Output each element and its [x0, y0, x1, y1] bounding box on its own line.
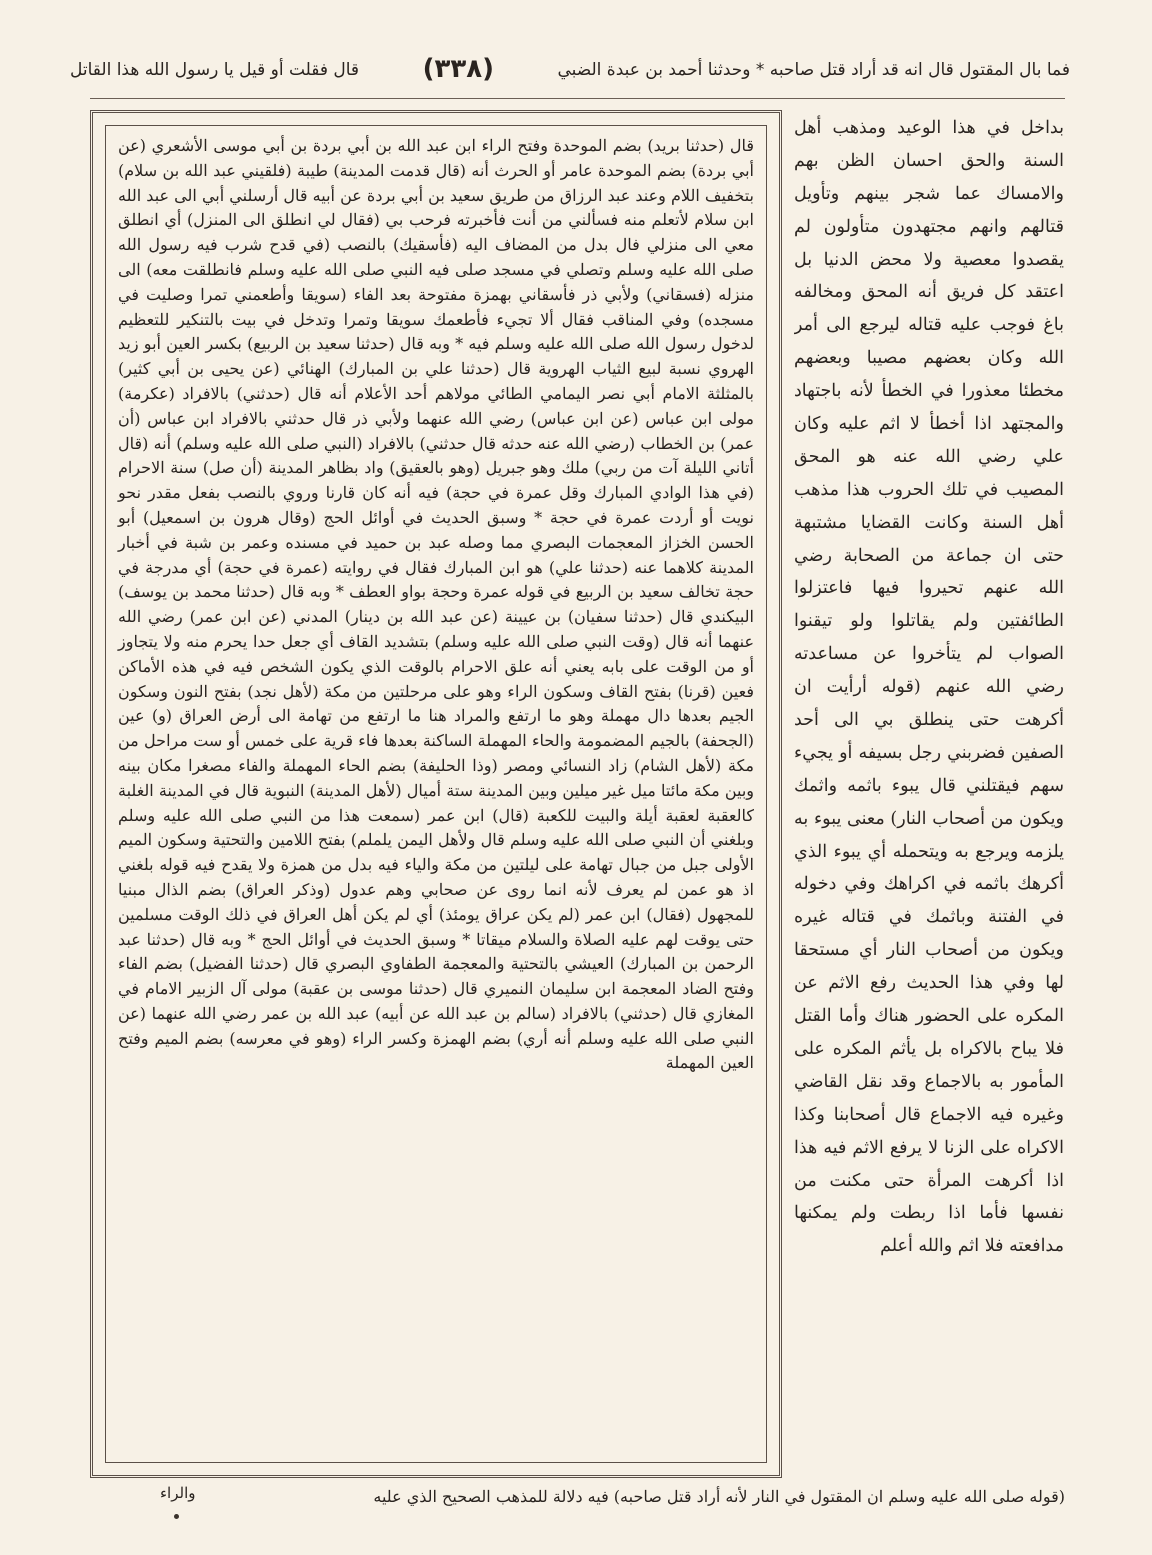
- main-text-body: قال (حدثنا بريد) بضم الموحدة وفتح الراء ابن عبد الله بن أبي بردة بن أبي موسى الأشعري (عن أبي بردة) بضم الموحدة عامر أو الحرث أنه (قال قدمت المدينة) طيبة (فلقيني عبد الله بن سلام) بتخفيف اللام وعند عبد الرزاق من طريق سعيد بن أبي بردة عن أبيه قال أرسلني أبي الى عبد الله ابن سلام لأتعلم منه فسألني من أنت فأخبرته فرحب بي (فقال لي انطلق الى المنزل) أي انطلق معي الى منزلي فال بدل من المضاف اليه (فأسقيك) بالنصب (في قدح شرب فيه رسول الله صلى الله عليه وسلم وتصلي في مسجد صلى فيه النبي صلى الله عليه وسلم فانطلقت معه) الى منزله (فسقاني) ولأبي ذر فأسقاني بهمزة مفتوحة بعد الفاء (سويقا وأطعمني تمرا وصليت في مسجده) وفي المناقب فقال ألا تجيء فأطعمك سويقا وتمرا وتدخل في بيت بالتنكير للتعظيم لدخول رسول الله صلى الله عليه وسلم فيه * وبه قال (حدثنا سعيد بن الربيع) بكسر العين أبو زيد الهروي نسبة لبيع الثياب الهروية قال (حدثنا علي بن المبارك) الهنائي (عن يحيى بن أبي كثير) بالمثلثة الامام أبي نصر اليمامي الطائي مولاهم أحد الأعلام أنه قال (حدثني) بالافراد (عكرمة) مولى ابن عباس (عن ابن عباس) رضي الله عنهما ولأبي ذر قال حدثني بالافراد ابن عباس (أن عمر) بن الخطاب (رضي الله عنه حدثه قال حدثني) بالافراد (النبي صلى الله عليه وسلم) أنه (قال أتاني الليلة آت من ربي) ملك وهو جبريل (وهو بالعقيق) واد بظاهر المدينة (أن صل) سنة الاحرام (في هذا الوادي المبارك وقل عمرة في حجة) فيه أنه كان قارنا وروي بالنصب بفعل مقدر نحو نويت أو أردت عمرة في حجة * وسبق الحديث في أوائل الحج (وقال هرون بن اسمعيل) أبو الحسن الخزاز المعجمات البصري مما وصله عبد بن حميد في مسنده وعمر بن شبة في أخبار المدينة كلاهما عنه (حدثنا علي) هو ابن المبارك فقال في روايته (عمرة في حجة) أي مدرجة في حجة تخالف سعيد بن الربيع في قوله عمرة وحجة بواو العطف * وبه قال (حدثنا محمد بن يوسف) البيكندي قال (حدثنا سفيان) بن عيينة (عن عبد الله بن دينار) المدني (عن ابن عمر) رضي الله عنهما أنه قال (وقت النبي صلى الله عليه وسلم) بتشديد القاف أي جعل حدا يحرم منه ولا يتجاوز أو من الوقت على بابه يعني أنه علق الاحرام بالوقت الذي يكون الشخص فيه في هذه الأماكن فعين (قرنا) بفتح القاف وسكون الراء وهو على مرحلتين من مكة (لأهل نجد) بفتح النون وسكون الجيم بعدها دال مهملة وهو ما ارتفع والمراد هنا ما ارتفع من تهامة الى أرض العراق (و) عين (الجحفة) بالجيم المضمومة والحاء المهملة الساكنة بعدها فاء قرية على خمس أو ست مراحل من مكة (لأهل الشام) زاد النسائي ومصر (وذا الحليفة) بضم الحاء المهملة والفاء مصغرا مكان بينه وبين مكة مائتا ميل غير ميلين وبين المدينة ستة أميال (لأهل المدينة) النبوية قال في المدينة الغلبة كالعقبة لعقبة أيلة والبيت للكعبة (قال) ابن عمر (سمعت هذا من النبي صلى الله عليه وسلم وبلغني أن النبي صلى الله عليه وسلم قال ولأهل اليمن يلملم) بفتح اللامين والتحتية وسكون الميم الأولى جبل من جبال تهامة على ليلتين من مكة والياء فيه بدل من همزة ولا يقدح فيه قوله بلغني اذ هو عمن لم يعرف لأنه انما روى عن صحابي وهم عدول (وذكر العراق) بضم الذال مبنيا للمجهول (فقال) ابن عمر (لم يكن عراق يومئذ) أي لم يكن أهل العراق في ذلك الوقت مسلمين حتى يوقت لهم عليه الصلاة والسلام ميقاتا * وسبق الحديث في أوائل الحج * وبه قال (حدثنا عبد الرحمن بن المبارك) العيشي بالتحتية والمعجمة الطفاوي البصري قال (حدثنا الفضيل) بضم الفاء وفتح الضاد المعجمة ابن سليمان النميري قال (حدثنا موسى بن عقبة) مولى آل الزبير الامام في المغازي قال (حدثني) بالافراد (سالم بن عبد الله عن أبيه) عبد الله بن عمر رضي الله عنهما (عن النبي صلى الله عليه وسلم أنه أري) بضم الهمزة وكسر الراء (وهو في معرسه) بضم الميم وفتح العين المهملة: [118, 136, 755, 1073]
- header-main-text: فما بال المقتول قال انه قد أراد قتل صاحبه * وحدثنا أحمد بن عبدة الضبي: [557, 59, 1070, 80]
- main-text-inner-frame: [105, 125, 767, 1463]
- header-divider: [90, 98, 1065, 99]
- header-commentary-text: قال فقلت أو قيل يا رسول الله هذا القاتل: [70, 59, 360, 80]
- main-text-frame: [90, 110, 782, 1478]
- running-header: [70, 50, 1070, 90]
- catchword: والراء: [160, 1484, 196, 1502]
- ink-dot: [174, 1514, 179, 1519]
- commentary-text: بداخل في هذا الوعيد ومذهب أهل السنة والحق احسان الظن بهم والامساك عما شجر بينهم وتأويل قتالهم وانهم مجتهدون متأولون لم يقصدوا معصية ولا محض الدنيا بل اعتقد كل فريق أنه المحق ومخالفه باغ فوجب عليه قتاله ليرجع الى أمر الله وكان بعضهم مصيبا وبعضهم مخطئا معذورا في الخطأ لأنه باجتهاد والمجتهد اذا أخطأ لا اثم عليه وكان علي رضي الله عنه هو المحق المصيب في تلك الحروب هذا مذهب أهل السنة وكانت القضايا مشتبهة حتى ان جماعة من الصحابة رضي الله عنهم تحيروا فيها فاعتزلوا الطائفتين ولم يقاتلوا ولو تيقنوا الصواب لم يتأخروا عن مساعدته رضي الله عنهم (قوله أرأيت ان أكرهت حتى ينطلق بي الى أحد الصفين فضربني رجل بسيفه أو يجيء سهم فيقتلني قال يبوء باثمه واثمك ويكون من أصحاب النار) معنى يبوء به يلزمه ويرجع به ويتحمله أي يبوء الذي أكرهك باثمه في اكراهك وفي دخوله في الفتنة وباثمك في قتاله غيره ويكون من أصحاب النار أي مستحقا لها وفي هذا الحديث رفع الاثم عن المكره على الحضور هناك وأما القتل فلا يباح بالاكراه بل يأثم المكره على المأمور به بالاجماع وقد نقل القاضي وغيره فيه الاجماع قال أصحابنا وكذا الاكراه على الزنا لا يرفع الاثم فيه هذا اذا أكرهت المرأة حتى مكنت من نفسها فأما اذا ربطت ولم يمكنها مدافعته فلا اثم والله أعلم: [794, 118, 1064, 1257]
- commentary-column: [794, 112, 1064, 1462]
- page-number: (٣٣٨): [422, 54, 494, 85]
- bottom-commentary-line: (قوله صلى الله عليه وسلم ان المقتول في النار لأنه أراد قتل صاحبه) فيه دلالة للمذهب الصحيح الذي عليه: [373, 1487, 1065, 1506]
